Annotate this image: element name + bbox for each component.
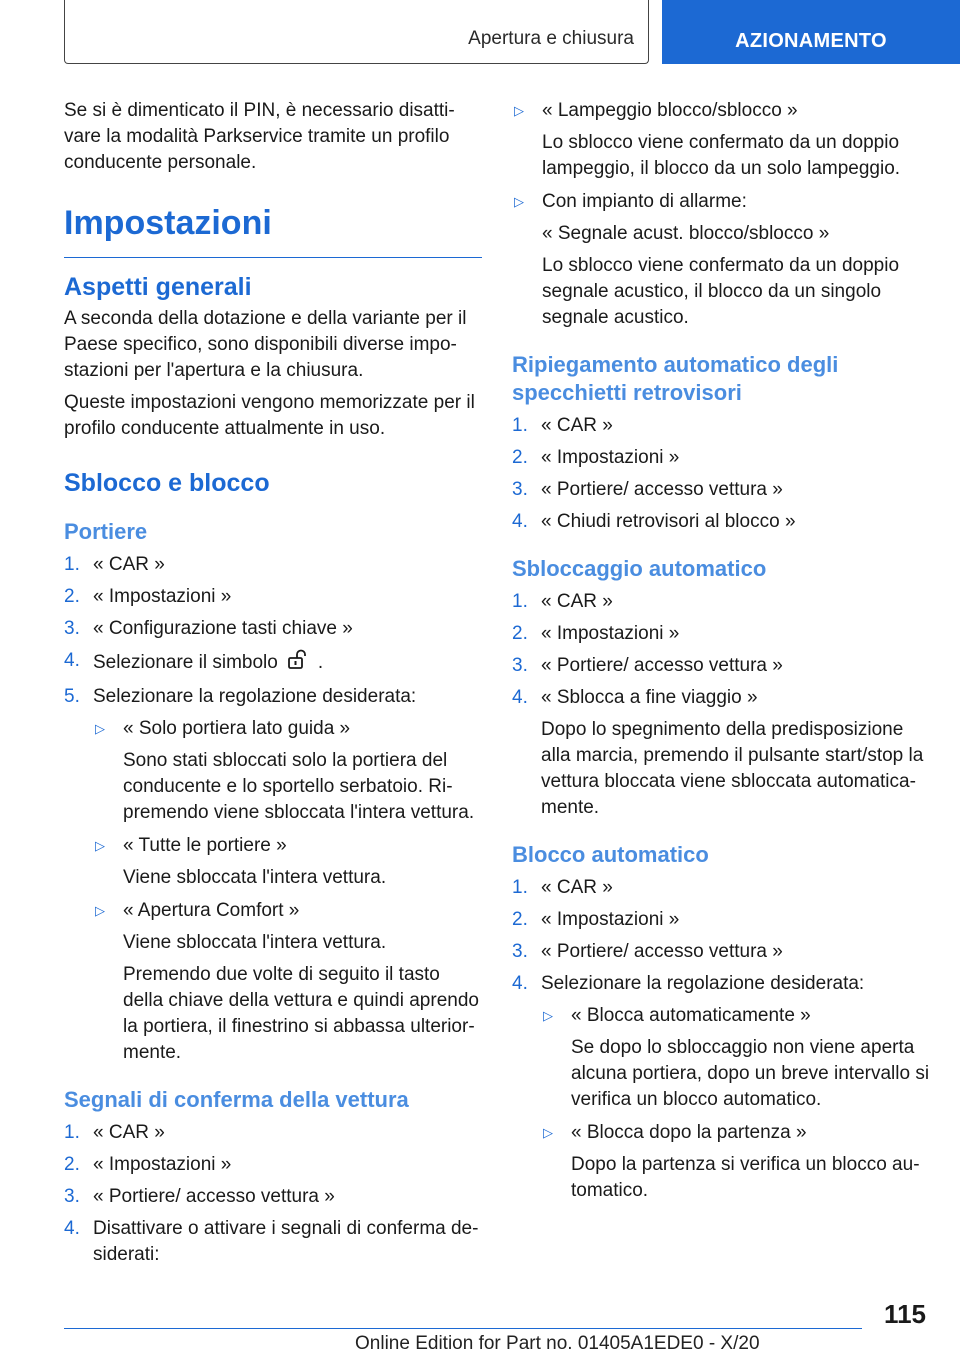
step-number: 2. bbox=[512, 623, 528, 644]
list-item bbox=[512, 653, 932, 679]
left-column bbox=[64, 98, 482, 1274]
step-text: « Impostazioni » bbox=[541, 447, 680, 468]
option-label: « Tutte le portiere » bbox=[123, 835, 287, 856]
mirrors-steps bbox=[512, 413, 932, 535]
page-number: 115 bbox=[884, 1299, 926, 1329]
header-tab bbox=[64, 0, 649, 64]
list-item bbox=[512, 971, 932, 1204]
option-description: Sono stati sbloccati solo la portiera del conducente e lo sportello serbatoio. Ripremendo viene sbloccata l'intera vettura. bbox=[123, 750, 475, 823]
list-item bbox=[512, 939, 932, 965]
list-item bbox=[512, 875, 932, 901]
autolock-options bbox=[541, 1003, 932, 1204]
step-text: « Configurazione tasti chiave » bbox=[93, 618, 353, 639]
doors-options bbox=[93, 716, 482, 1066]
doors-heading: Portiere bbox=[64, 519, 148, 544]
footer-divider bbox=[64, 1328, 862, 1329]
step-text: « Portiere/ accesso vettura » bbox=[93, 1186, 335, 1207]
confirm-heading: Segnali di conferma della vettura bbox=[64, 1087, 409, 1112]
autounlock-heading: Sbloccaggio automatico bbox=[512, 556, 767, 581]
step-description: Dopo lo spegnimento della predisposizione alla marcia, premendo il pulsante start/stop la vettura bloccata viene sbloccata automaticamente. bbox=[541, 719, 924, 818]
step-text: « Impostazioni » bbox=[93, 1154, 232, 1175]
option-item bbox=[512, 98, 932, 182]
step-number: 4. bbox=[512, 687, 528, 708]
step-number: 1. bbox=[512, 877, 528, 898]
list-item bbox=[64, 1120, 482, 1146]
triangle-right-outline-icon: ▷ bbox=[95, 838, 105, 853]
right-column bbox=[512, 98, 932, 1211]
option-item bbox=[541, 1003, 932, 1113]
step-text: « CAR » bbox=[93, 554, 165, 575]
step-number: 2. bbox=[64, 1154, 80, 1175]
step-text: « CAR » bbox=[541, 415, 613, 436]
option-item bbox=[541, 1120, 932, 1204]
step-number: 1. bbox=[512, 415, 528, 436]
list-item bbox=[64, 616, 482, 642]
section-title: Apertura e chiusura bbox=[468, 28, 634, 49]
option-description: Viene sbloccata l'intera vettura. bbox=[123, 932, 387, 953]
step-number: 2. bbox=[512, 447, 528, 468]
step-number: 1. bbox=[64, 554, 80, 575]
option-description: « Segnale acust. blocco/sblocco » bbox=[542, 223, 830, 244]
option-label: « Apertura Comfort » bbox=[123, 900, 300, 921]
step-number: 2. bbox=[64, 586, 80, 607]
step-text: « Chiudi retrovisori al blocco » bbox=[541, 511, 796, 532]
triangle-right-outline-icon: ▷ bbox=[514, 194, 524, 209]
unlock-padlock-icon bbox=[286, 648, 310, 678]
list-item bbox=[64, 648, 482, 678]
step-number: 3. bbox=[512, 479, 528, 500]
triangle-right-outline-icon: ▷ bbox=[95, 721, 105, 736]
list-item bbox=[512, 685, 932, 821]
unlock-heading: Sblocco e blocco bbox=[64, 469, 270, 497]
list-item bbox=[512, 621, 932, 647]
autolock-steps bbox=[512, 875, 932, 1204]
list-item bbox=[64, 1152, 482, 1178]
general-heading: Aspetti generali bbox=[64, 273, 252, 301]
autolock-heading: Blocco automatico bbox=[512, 842, 709, 867]
step-text: « CAR » bbox=[541, 591, 613, 612]
mirrors-heading: Ripiegamento automatico degli specchietti retrovisori bbox=[512, 352, 839, 405]
option-label: « Blocca dopo la partenza » bbox=[571, 1122, 807, 1143]
option-label: « Blocca automaticamente » bbox=[571, 1005, 811, 1026]
option-item bbox=[93, 833, 482, 891]
step-text: « CAR » bbox=[541, 877, 613, 898]
option-description: Dopo la partenza si verifica un blocco automatico. bbox=[571, 1154, 920, 1201]
step-text-suffix: . bbox=[317, 652, 324, 674]
step-text: « CAR » bbox=[93, 1122, 165, 1143]
list-item bbox=[512, 445, 932, 471]
chapter-title: AZIONAMENTO bbox=[735, 29, 887, 52]
step-text: « Impostazioni » bbox=[93, 586, 232, 607]
step-number: 3. bbox=[512, 941, 528, 962]
option-description-extra: Lo sblocco viene confermato da un doppio segnale acustico, il blocco da un singolo segnale acustico. bbox=[542, 255, 900, 328]
step-number: 5. bbox=[64, 686, 80, 707]
option-description: Se dopo lo sbloccaggio non viene aperta alcuna portiera, dopo un breve intervallo si verifica un blocco automatico. bbox=[571, 1037, 930, 1110]
step-text: « Portiere/ accesso vettura » bbox=[541, 655, 783, 676]
option-description: Lo sblocco viene confermato da un doppio lampeggio, il blocco da un solo lampeggio. bbox=[542, 132, 901, 179]
step-text: « Portiere/ accesso vettura » bbox=[541, 479, 783, 500]
chapter-tab bbox=[662, 0, 960, 64]
option-description: Viene sbloccata l'intera vettura. bbox=[123, 867, 387, 888]
autounlock-steps bbox=[512, 589, 932, 821]
step-number: 1. bbox=[64, 1122, 80, 1143]
option-description-extra: Premendo due volte di seguito il tasto della chiave della vettura e quindi aprendo la portiera, il finestrino si abbassa ulteriormente. bbox=[123, 964, 479, 1063]
list-item bbox=[512, 413, 932, 439]
general-paragraph-1: A seconda della dotazione e della variante per il Paese specifico, sono disponibili diverse impostazioni per l'apertura e la chiusura. bbox=[64, 308, 467, 381]
triangle-right-outline-icon: ▷ bbox=[95, 903, 105, 918]
option-item bbox=[93, 716, 482, 826]
step-text: Selezionare la regolazione desiderata: bbox=[541, 973, 865, 994]
list-item bbox=[64, 584, 482, 610]
option-label: « Solo portiera lato guida » bbox=[123, 718, 351, 739]
list-item bbox=[512, 477, 932, 503]
option-label: « Lampeggio blocco/sblocco » bbox=[542, 100, 798, 121]
step-number: 4. bbox=[64, 650, 80, 671]
step-text: « Sblocca a fine viaggio » bbox=[541, 687, 758, 708]
option-item bbox=[93, 898, 482, 1066]
doors-steps bbox=[64, 552, 482, 1066]
triangle-right-outline-icon: ▷ bbox=[514, 103, 524, 118]
general-paragraph-2: Queste impostazioni vengono memorizzate per il profilo conducente attualmente in uso. bbox=[64, 392, 475, 439]
step-number: 3. bbox=[64, 618, 80, 639]
step-text: « Impostazioni » bbox=[541, 909, 680, 930]
step-text: « Impostazioni » bbox=[541, 623, 680, 644]
list-item bbox=[64, 1216, 482, 1268]
list-item bbox=[64, 1184, 482, 1210]
step-number: 4. bbox=[512, 511, 528, 532]
list-item bbox=[512, 509, 932, 535]
option-label: Con impianto di allarme: bbox=[542, 191, 747, 212]
step-number: 3. bbox=[64, 1186, 80, 1207]
step-text: Selezionare la regolazione desiderata: bbox=[93, 686, 417, 707]
list-item bbox=[64, 552, 482, 578]
list-item bbox=[512, 589, 932, 615]
confirm-steps bbox=[64, 1120, 482, 1268]
step-number: 2. bbox=[512, 909, 528, 930]
step-text: Disattivare o attivare i segnali di conferma desiderati: bbox=[93, 1218, 479, 1265]
step-number: 4. bbox=[512, 973, 528, 994]
option-item bbox=[512, 189, 932, 331]
page-title: Impostazioni bbox=[64, 204, 482, 258]
confirm-options bbox=[512, 98, 932, 331]
footer-edition: Online Edition for Part no. 01405A1EDE0 - X/20 bbox=[355, 1333, 760, 1354]
triangle-right-outline-icon: ▷ bbox=[543, 1125, 553, 1140]
triangle-right-outline-icon: ▷ bbox=[543, 1008, 553, 1023]
intro-paragraph: Se si è dimenticato il PIN, è necessario disattivare la modalità Parkservice tramite un profilo conducente personale. bbox=[64, 100, 455, 173]
step-number: 3. bbox=[512, 655, 528, 676]
step-text: Selezionare il simbolo bbox=[93, 652, 278, 674]
list-item bbox=[64, 684, 482, 1066]
step-text: « Portiere/ accesso vettura » bbox=[541, 941, 783, 962]
step-number: 4. bbox=[64, 1218, 80, 1239]
step-number: 1. bbox=[512, 591, 528, 612]
list-item bbox=[512, 907, 932, 933]
